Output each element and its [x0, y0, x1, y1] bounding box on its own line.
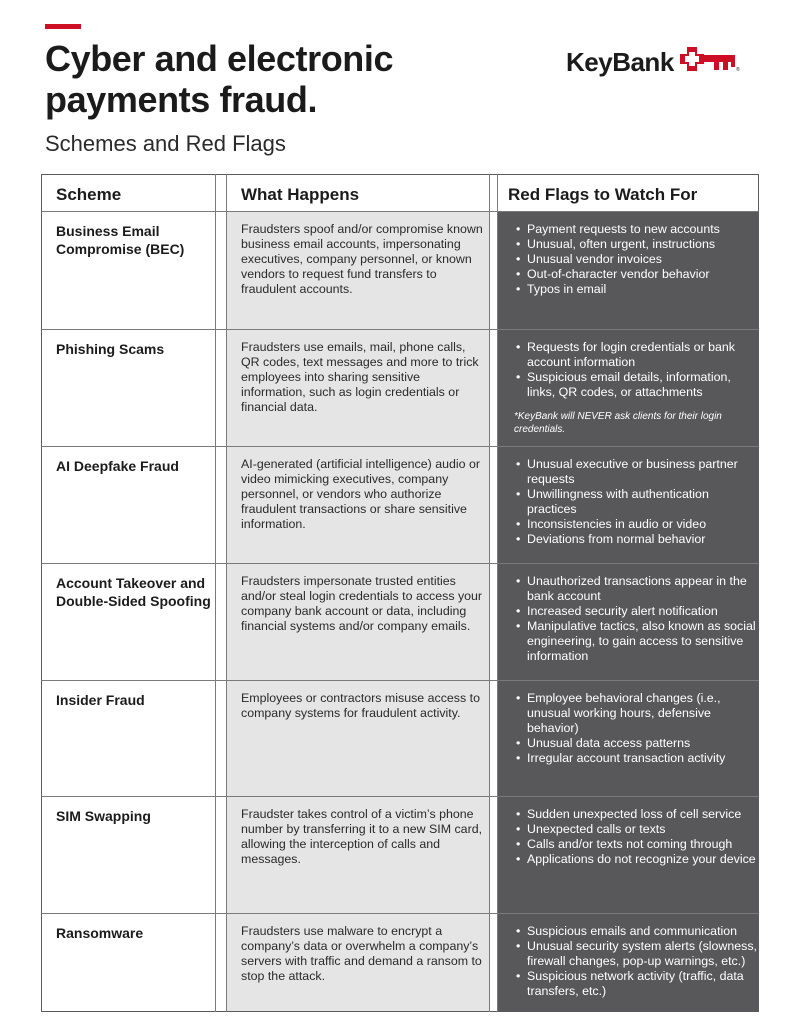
- red-flag-item: • Increased security alert notification: [512, 604, 757, 619]
- keybank-logo: [566, 44, 741, 80]
- red-flag-item: • Unusual vendor invoices: [512, 252, 757, 267]
- scheme-name: Business Email Compromise (BEC): [56, 223, 185, 257]
- table-row: [41, 797, 759, 914]
- scheme-description: Fraudster takes control of a victim’s phone number by transferring it to a new SIM card, allowing the interception of calls and messages.: [241, 807, 483, 866]
- red-flag-item: • Requests for login credentials or bank account information: [512, 340, 757, 370]
- page-title: [45, 38, 393, 120]
- accent-bar: [45, 24, 81, 29]
- table-row: [41, 447, 759, 564]
- scheme-name: Phishing Scams: [56, 341, 165, 357]
- scheme-name: Ransomware: [56, 925, 144, 941]
- red-flag-item: • Deviations from normal behavior: [512, 532, 757, 547]
- red-flags-list: [512, 807, 757, 867]
- table-row: [41, 212, 759, 329]
- table-row: [41, 330, 759, 447]
- scheme-description: Fraudsters impersonate trusted entities and/or steal login credentials to access your company bank account or data, including financial systems and/or company emails.: [241, 574, 483, 633]
- red-flag-item: • Suspicious emails and communication: [512, 924, 757, 939]
- logo-wordmark: KeyBank: [566, 46, 674, 77]
- table-row: [41, 914, 759, 1031]
- key-icon: [677, 44, 741, 80]
- page-subtitle: Schemes and Red Flags: [45, 131, 286, 156]
- red-flag-item: • Typos in email: [512, 282, 757, 297]
- red-flag-item: • Unexpected calls or texts: [512, 822, 757, 837]
- red-flag-item: • Sudden unexpected loss of cell service: [512, 807, 757, 822]
- scheme-name: Insider Fraud: [56, 692, 145, 708]
- red-flag-item: • Inconsistencies in audio or video: [512, 517, 757, 532]
- red-flag-item: • Unusual data access patterns: [512, 736, 757, 751]
- red-flag-item: • Suspicious network activity (traffic, data transfers, etc.): [512, 969, 757, 999]
- red-flag-item: • Payment requests to new accounts: [512, 222, 757, 237]
- red-flags-list: [512, 340, 757, 400]
- svg-text:®: ®: [735, 67, 740, 73]
- scheme-name: Account Takeover and Double-Sided Spoofing: [56, 575, 211, 609]
- scheme-description: Fraudsters spoof and/or compromise known business email accounts, impersonating executives, company personnel, or known vendors to request fund transfers to fraudulent accounts.: [241, 222, 483, 296]
- table-row: [41, 681, 759, 798]
- red-flags-list: [512, 691, 757, 766]
- column-header-scheme: Scheme: [56, 185, 122, 204]
- red-flag-item: • Employee behavioral changes (i.e., unusual working hours, defensive behavior): [512, 691, 757, 736]
- credentials-note: *KeyBank will NEVER ask clients for their login credentials.: [514, 411, 722, 435]
- scheme-description: Fraudsters use malware to encrypt a company’s data or overwhelm a company’s servers with traffic and demand a ransom to stop the attack.: [241, 924, 482, 983]
- scheme-description: Employees or contractors misuse access to company systems for fraudulent activity.: [241, 691, 480, 720]
- red-flags-list: [512, 457, 757, 547]
- scheme-name: AI Deepfake Fraud: [56, 458, 179, 474]
- red-flags-list: [512, 222, 757, 297]
- column-header-red-flags: Red Flags to Watch For: [508, 185, 698, 204]
- fraud-schemes-table: [41, 174, 759, 1012]
- red-flag-item: • Unwillingness with authentication practices: [512, 487, 757, 517]
- red-flag-item: • Manipulative tactics, also known as social engineering, to gain access to sensitive information: [512, 619, 757, 664]
- page-title-line-1: Cyber and electronic: [45, 38, 394, 79]
- column-header-what-happens: What Happens: [241, 185, 360, 204]
- red-flag-item: • Unusual security system alerts (slowness, firewall changes, pop-up warnings, etc.): [512, 939, 757, 969]
- red-flag-item: • Unusual executive or business partner requests: [512, 457, 757, 487]
- red-flag-item: • Unauthorized transactions appear in the bank account: [512, 574, 757, 604]
- red-flag-item: • Calls and/or texts not coming through: [512, 837, 757, 852]
- red-flag-item: • Applications do not recognize your device: [512, 852, 757, 867]
- table-row: [41, 564, 759, 681]
- scheme-description: AI-generated (artificial intelligence) audio or video mimicking executives, company personnel, or vendors who authorize fraudulent transactions or share sensitive information.: [241, 457, 480, 531]
- red-flags-list: [512, 574, 757, 664]
- scheme-name: SIM Swapping: [56, 808, 151, 824]
- red-flag-item: • Suspicious email details, information, links, QR codes, or attachments: [512, 370, 757, 400]
- page-title-line-2: payments fraud.: [45, 79, 318, 120]
- red-flag-item: • Irregular account transaction activity: [512, 751, 757, 766]
- red-flag-item: • Out-of-character vendor behavior: [512, 267, 757, 282]
- red-flag-item: • Unusual, often urgent, instructions: [512, 237, 757, 252]
- scheme-description: Fraudsters use emails, mail, phone calls, QR codes, text messages and more to trick employees into sharing sensitive information, such as login credentials or financial data.: [241, 340, 479, 414]
- red-flags-list: [512, 924, 757, 999]
